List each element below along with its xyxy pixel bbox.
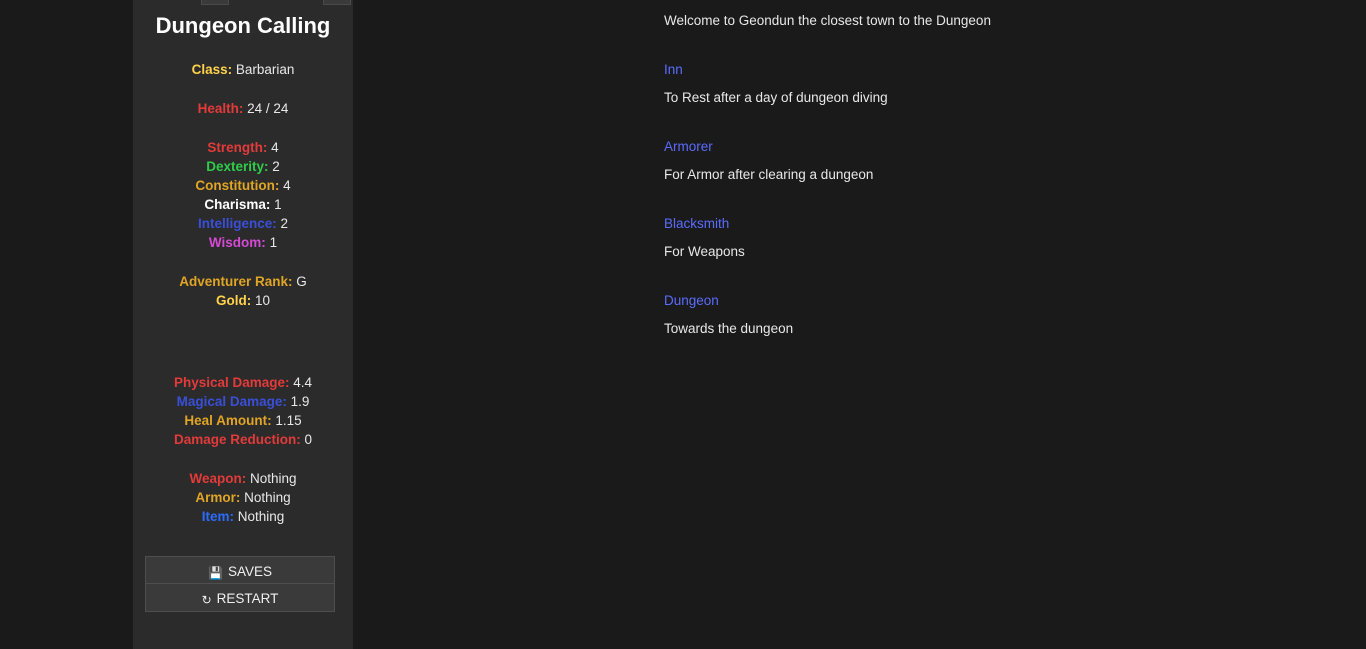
option-blacksmith <box>664 214 1354 261</box>
class-label: Class: <box>191 62 233 77</box>
saves-button-label: SAVES <box>227 564 272 579</box>
page-title: Dungeon Calling <box>155 13 331 38</box>
combat-stats-list <box>133 373 353 449</box>
option-inn <box>664 60 1354 107</box>
combat-stat-row <box>133 392 353 411</box>
combat-stat-label: Heal Amount: <box>184 413 272 428</box>
combat-stat-value: 1.9 <box>290 394 310 409</box>
equipment-row <box>133 507 353 526</box>
equipment-row <box>133 488 353 507</box>
window-tab-stub-2[interactable] <box>323 0 351 5</box>
window-tab-stub-1[interactable] <box>201 0 229 5</box>
armorer-link[interactable]: Armorer <box>664 139 713 154</box>
sidebar-button-group <box>145 556 335 612</box>
saves-button[interactable] <box>145 556 335 584</box>
health-label: Health: <box>197 101 244 116</box>
combat-stat-row <box>133 373 353 392</box>
adventurer-rank-label: Adventurer Rank: <box>179 274 293 289</box>
gold-label: Gold: <box>215 293 252 308</box>
town-panel <box>664 0 1354 649</box>
save-icon: 💾 <box>208 566 223 580</box>
attribute-row <box>133 138 353 157</box>
equipment-row <box>133 469 353 488</box>
dungeon-link[interactable]: Dungeon <box>664 293 719 308</box>
attribute-value: 1 <box>269 235 278 250</box>
equipment-label: Item: <box>201 509 234 524</box>
attribute-label: Intelligence: <box>197 216 277 231</box>
attribute-value: 2 <box>272 159 280 174</box>
health-value: 24 / 24 <box>247 101 289 116</box>
attribute-value: 4 <box>283 178 291 193</box>
combat-stat-label: Magical Damage: <box>176 394 287 409</box>
attribute-row <box>133 157 353 176</box>
inn-description: To Rest after a day of dungeon diving <box>664 90 888 105</box>
equipment-list <box>133 469 353 526</box>
attribute-label: Strength: <box>207 140 268 155</box>
attribute-row <box>133 195 353 214</box>
combat-stat-value: 1.15 <box>275 413 302 428</box>
attribute-value: 4 <box>271 140 279 155</box>
character-sidebar <box>133 0 353 649</box>
blacksmith-link[interactable]: Blacksmith <box>664 216 730 231</box>
class-row <box>133 60 353 79</box>
equipment-value: Nothing <box>249 471 297 486</box>
equipment-value: Nothing <box>237 509 285 524</box>
option-dungeon <box>664 291 1354 338</box>
attribute-value: 2 <box>280 216 289 231</box>
attribute-label: Constitution: <box>195 178 280 193</box>
attributes-list <box>133 138 353 252</box>
attribute-row <box>133 176 353 195</box>
class-value: Barbarian <box>235 62 295 77</box>
attribute-row <box>133 214 353 233</box>
inn-link[interactable]: Inn <box>664 62 683 77</box>
adventurer-rank-value: G <box>296 274 307 289</box>
gold-value: 10 <box>254 293 271 308</box>
combat-stat-value: 0 <box>304 432 313 447</box>
restart-button-label: RESTART <box>216 591 279 606</box>
equipment-label: Armor: <box>195 490 241 505</box>
attribute-label: Wisdom: <box>208 235 266 250</box>
armorer-description: For Armor after clearing a dungeon <box>664 167 874 182</box>
adventurer-rank-row <box>133 272 353 291</box>
restart-button[interactable] <box>145 584 335 612</box>
combat-stat-value: 4.4 <box>293 375 313 390</box>
blacksmith-description: For Weapons <box>664 244 745 259</box>
attribute-row <box>133 233 353 252</box>
welcome-message: Welcome to Geondun the closest town to the Dungeon <box>664 13 991 28</box>
equipment-value: Nothing <box>244 490 291 505</box>
combat-stat-label: Physical Damage: <box>173 375 290 390</box>
restart-icon: ↻ <box>201 593 212 607</box>
option-armorer <box>664 137 1354 184</box>
attribute-label: Dexterity: <box>206 159 269 174</box>
dungeon-description: Towards the dungeon <box>664 321 794 336</box>
equipment-label: Weapon: <box>189 471 247 486</box>
gold-row <box>133 291 353 310</box>
health-row <box>133 99 353 118</box>
combat-stat-row <box>133 411 353 430</box>
combat-stat-label: Damage Reduction: <box>173 432 301 447</box>
attribute-value: 1 <box>274 197 282 212</box>
attribute-label: Charisma: <box>204 197 271 212</box>
combat-stat-row <box>133 430 353 449</box>
